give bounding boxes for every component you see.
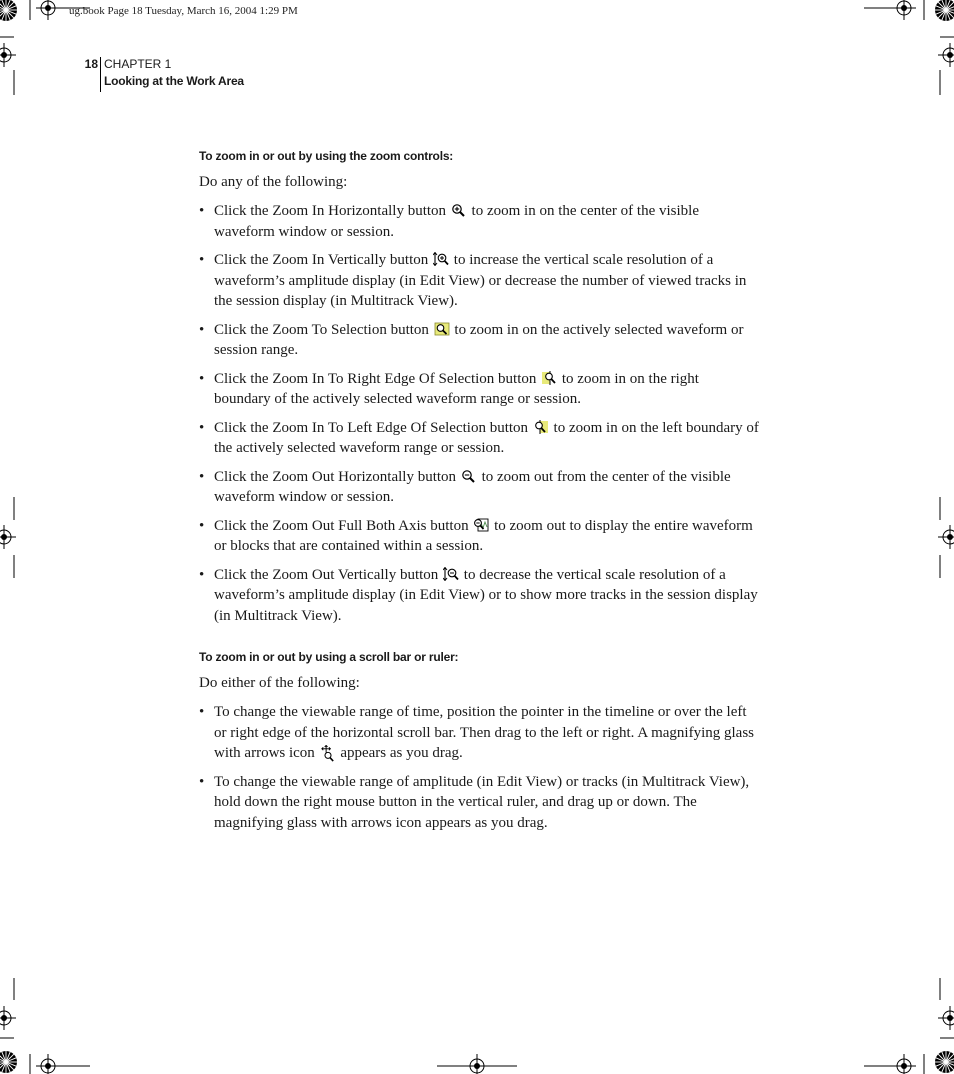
item-text: Click the Zoom In Horizontally button — [214, 203, 450, 219]
list-item: • Click the Zoom Out Vertically button to decrease the vertical scale resolution of a waveform’s amplitude display (in Edit View) or to show more tracks in the session display (in Multitrack View). — [199, 566, 758, 624]
scroll-ruler-section — [199, 650, 759, 833]
zoom-out-full-icon — [473, 518, 489, 532]
zoom-controls-list — [199, 201, 759, 626]
scroll-ruler-list — [199, 702, 759, 833]
page-number: 18 — [84, 57, 98, 71]
magnifier-arrows-icon — [320, 745, 336, 762]
header-divider — [100, 57, 101, 92]
list-item: • Click the Zoom In To Right Edge Of Selection button to zoom in on the right boundary of the actively selected waveform range or session. — [199, 370, 699, 407]
zoom-out-horizontally-icon — [461, 469, 477, 483]
list-item: • Click the Zoom To Selection button to zoom in on the actively selected waveform or session range. — [199, 321, 744, 358]
page-body — [199, 149, 759, 841]
slug-line: ug.book Page 18 Tuesday, March 16, 2004 1:29 PM — [69, 5, 298, 17]
zoom-out-vertically-icon — [443, 567, 459, 581]
zoom-left-edge-icon — [533, 420, 549, 434]
list-item: • To change the viewable range of time, position the pointer in the timeline or over the left or right edge of the horizontal scroll bar. Then drag to the left or right. A magnifying glass with arrows icon appears as you drag. — [199, 704, 755, 761]
chapter-title: Looking at the Work Area — [104, 74, 244, 88]
chapter-label: CHAPTER 1 — [104, 57, 172, 71]
list-item: • Click the Zoom Out Horizontally button to zoom out from the center of the visible waveform window or session. — [199, 468, 731, 505]
section-lead: Do any of the following: — [199, 174, 348, 190]
section-lead: Do either of the following: — [199, 675, 360, 691]
section-heading-zoom-controls: To zoom in or out by using the zoom controls: — [199, 149, 454, 163]
list-item: • Click the Zoom In To Left Edge Of Selection button to zoom in on the left boundary of the actively selected waveform range or session. — [199, 419, 759, 456]
list-item: • Click the Zoom In Horizontally button to zoom in on the center of the visible waveform window or session. — [199, 203, 699, 240]
list-item: • Click the Zoom In Vertically button to increase the vertical scale resolution of a waveform’s amplitude display (in Edit View) or decrease the number of viewed tracks in the session display (in Multitrack View). — [199, 252, 747, 309]
zoom-in-horizontally-icon — [451, 203, 467, 217]
zoom-to-selection-icon — [434, 322, 450, 336]
zoom-right-edge-icon — [541, 371, 557, 385]
zoom-in-vertically-icon — [433, 252, 449, 266]
list-item: • Click the Zoom Out Full Both Axis button to zoom out to display the entire waveform or blocks that are contained within a session. — [199, 517, 753, 554]
list-item: • To change the viewable range of amplitude (in Edit View) or tracks (in Multitrack View), hold down the right mouse button in the vertical ruler, and drag up or down. The magnifying glass with arrows icon appears as you drag. — [199, 773, 750, 831]
section-heading-scroll-ruler: To zoom in or out by using a scroll bar or ruler: — [199, 650, 459, 664]
